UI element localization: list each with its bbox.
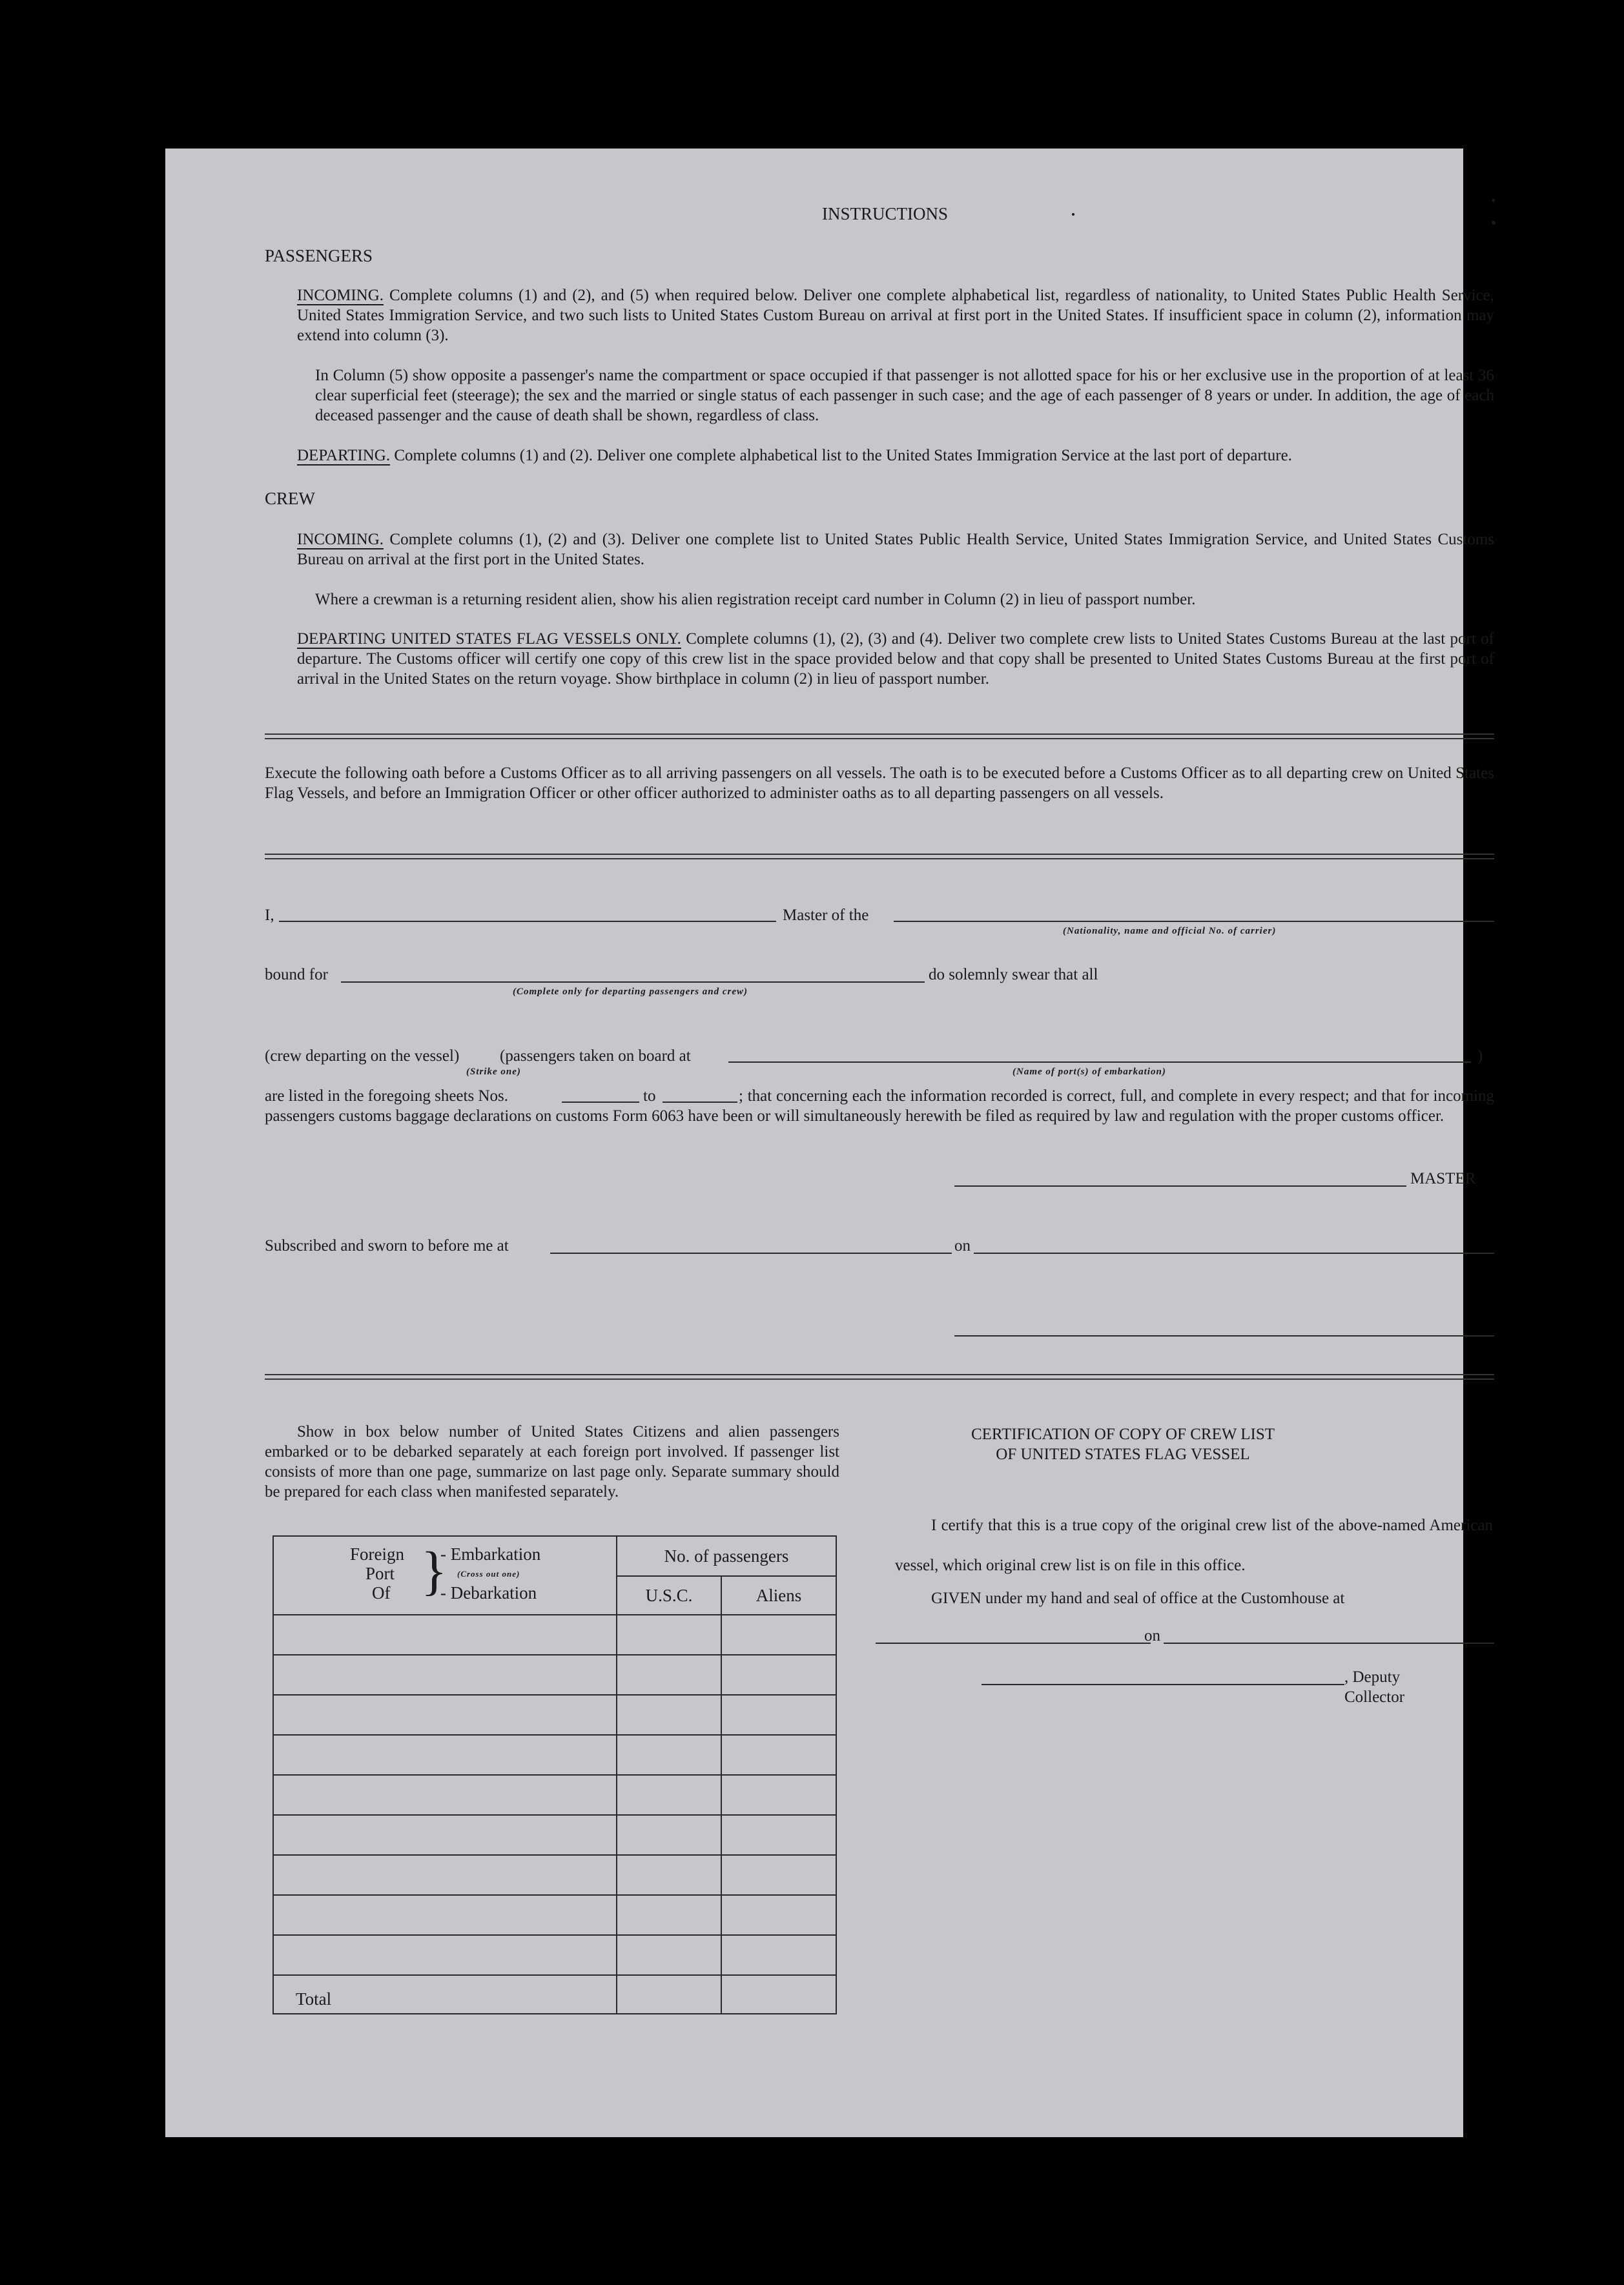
to-label: to: [643, 1087, 656, 1105]
crew-resident-paragraph: Where a crewman is a returning resident alien, show his alien registration receipt card number in Column (2) in lieu of passport number.: [315, 591, 1196, 608]
port-cell[interactable]: [273, 1615, 617, 1655]
port-cell[interactable]: [273, 1695, 617, 1735]
summary-intro: Show in box below number of United States Citizens and alien passengers embarked or to be debarked separately at each foreign port involved. If passenger list consists of more than one page, summarize on last page only. Separate summary should be prepared for each class when manifested separately.: [265, 1423, 839, 1501]
brace-icon: }: [421, 1541, 447, 1601]
port-label: Port: [365, 1564, 395, 1583]
port-cell[interactable]: [273, 1655, 617, 1695]
certification-title-line2: OF UNITED STATES FLAG VESSEL: [996, 1446, 1250, 1463]
oath-intro: Execute the following oath before a Customs Officer as to all arriving passengers on all vessels. The oath is to be executed before a Customs Officer as to all departing crew on United States Flag Vessels, and before an Immigration Officer or other officer authorized to administer oaths as to all departing passengers on all vessels.: [265, 764, 1494, 802]
bound-for-field[interactable]: [341, 981, 925, 983]
usc-cell[interactable]: [617, 1895, 721, 1935]
aliens-cell[interactable]: [721, 1655, 836, 1695]
usc-cell[interactable]: [617, 1655, 721, 1695]
port-cell[interactable]: [273, 1935, 617, 1975]
table-row: [273, 1695, 836, 1735]
port-caption: (Name of port(s) of embarkation): [1012, 1067, 1166, 1077]
usc-cell[interactable]: [617, 1935, 721, 1975]
subscribed-label: Subscribed and sworn to before me at: [265, 1237, 509, 1255]
crew-departing-text: Complete columns (1), (2), (3) and (4). Deliver two complete crew lists to United States Customs Bureau at the last port of departure. The Customs officer will certify one copy of this crew list in the space provided below and that copy shall be presented to United States Customs Bureau at the first port of arrival in the United States on the return voyage. Show birthplace in column (2) in lieu of passport number.: [297, 630, 1494, 688]
port-cell[interactable]: [273, 1815, 617, 1855]
crew-departing: [297, 629, 1494, 689]
aliens-total-cell[interactable]: [721, 1975, 836, 2014]
incoming-text: Complete columns (1) and (2), and (5) when required below. Deliver one complete alphabetical list, regardless of nationality, to United States Public Health Service, United States Immigration Service, and two such lists to United States Custom Bureau on arrival at first port in the United States. If insufficient space in column (2), information may extend into column (3).: [297, 287, 1495, 344]
double-rule: [265, 733, 1494, 739]
bound-for-label: bound for: [265, 966, 328, 983]
table-row: [273, 1615, 836, 1655]
passenger-summary-table: [272, 1535, 837, 2014]
table-row: [273, 1775, 836, 1815]
master-label: MASTER: [1410, 1170, 1476, 1187]
crew-incoming: [297, 529, 1494, 569]
listed-prefix: are listed in the foregoing sheets Nos.: [265, 1087, 508, 1105]
nationality-caption: (Nationality, name and official No. of carrier): [1063, 926, 1277, 936]
aliens-cell[interactable]: [721, 1775, 836, 1815]
close-paren: ): [1477, 1047, 1483, 1065]
usc-cell[interactable]: [617, 1615, 721, 1655]
double-rule: [265, 854, 1494, 859]
complete-only-caption: (Complete only for departing passengers and crew): [513, 987, 748, 997]
aliens-cell[interactable]: [721, 1615, 836, 1655]
embarkation-label: - Embarkation: [440, 1544, 541, 1564]
given-text: GIVEN under my hand and seal of office at the Customhouse at: [931, 1590, 1345, 1607]
usc-cell[interactable]: [617, 1775, 721, 1815]
usc-cell[interactable]: [617, 1855, 721, 1895]
certify-paragraph: I certify that this is a true copy of the original crew list of the above-named American vessel, which original crew list is on file in this office.: [895, 1517, 1493, 1574]
instructions-title: INSTRUCTIONS: [822, 204, 949, 223]
total-label: Total: [273, 1975, 617, 2014]
form-page: [165, 149, 1495, 2137]
table-row: [273, 1735, 836, 1775]
officer-signature-field[interactable]: [954, 1335, 1494, 1337]
swear-text: do solemnly swear that all: [929, 966, 1098, 983]
listed-rest: ; that concerning each the information recorded is correct, full, and complete in every respect; and that for incoming passengers customs baggage declarations on customs Form 6063 have been or will simultaneously herewith be filed as required by law and regulation with the proper customs officer.: [265, 1087, 1494, 1125]
deputy-collector-label: , Deputy Collector: [1344, 1668, 1405, 1706]
crew-incoming-text: Complete columns (1), (2) and (3). Deliver one complete list to United States Public Health Service, United States Immigration Service, and United States Customs Bureau on arrival at the first port in the United States.: [297, 531, 1495, 568]
incoming-label: INCOMING.: [297, 287, 384, 304]
passengers-heading: PASSENGERS: [265, 246, 373, 265]
speck: [1492, 199, 1495, 202]
aliens-cell[interactable]: [721, 1735, 836, 1775]
embarkation-port-field[interactable]: [728, 1061, 1471, 1063]
port-cell[interactable]: [273, 1775, 617, 1815]
master-of-the-label: Master of the: [783, 907, 869, 924]
crew-departing-label: DEPARTING UNITED STATES FLAG VESSELS ONLY.: [297, 630, 681, 648]
port-cell[interactable]: [273, 1735, 617, 1775]
total-row: [273, 1975, 836, 2014]
usc-cell[interactable]: [617, 1815, 721, 1855]
table-row: [273, 1655, 836, 1695]
speck: [1492, 221, 1496, 225]
no-of-passengers-header: No. of passengers: [617, 1536, 836, 1576]
sworn-place-field[interactable]: [550, 1253, 952, 1254]
port-cell[interactable]: [273, 1895, 617, 1935]
customhouse-field[interactable]: [876, 1643, 1151, 1644]
foreign-port-header: [273, 1536, 617, 1615]
column5-paragraph: In Column (5) show opposite a passenger's name the compartment or space occupied if that passenger is not allotted space for his or her exclusive use in the proportion of at least 36 clear superficial feet (steerage); the sex and the married or single status of each passenger in such case; and the age of each passenger of 8 years or under. In addition, the age of each deceased passenger and the cause of death shall be shown, regardless of class.: [315, 367, 1494, 424]
debarkation-label: - Debarkation: [440, 1583, 537, 1603]
aliens-cell[interactable]: [721, 1935, 836, 1975]
deputy-signature-field[interactable]: [982, 1684, 1344, 1685]
cert-on-label: on: [1144, 1627, 1160, 1645]
aliens-cell[interactable]: [721, 1895, 836, 1935]
crew-heading: CREW: [265, 489, 315, 508]
oath-i-label: I,: [265, 907, 274, 924]
passengers-taken-option[interactable]: (passengers taken on board at: [500, 1047, 691, 1065]
port-cell[interactable]: [273, 1855, 617, 1895]
crew-incoming-label: INCOMING.: [297, 531, 384, 548]
sworn-on-label: on: [954, 1237, 971, 1255]
double-rule: [265, 1374, 1494, 1380]
speck: [1072, 213, 1074, 216]
aliens-cell[interactable]: [721, 1815, 836, 1855]
table-row: [273, 1935, 836, 1975]
table-row: [273, 1895, 836, 1935]
strike-one-caption: (Strike one): [466, 1067, 521, 1077]
of-label: Of: [372, 1583, 391, 1603]
usc-cell[interactable]: [617, 1695, 721, 1735]
passengers-incoming: [297, 285, 1494, 345]
table-row: [273, 1815, 836, 1855]
cross-out-caption: (Cross out one): [457, 1569, 520, 1579]
sworn-date-field[interactable]: [974, 1253, 1494, 1254]
crew-departing-option[interactable]: (crew departing on the vessel): [265, 1047, 460, 1065]
certification-title-line1: CERTIFICATION OF COPY OF CREW LIST: [971, 1426, 1275, 1443]
aliens-cell[interactable]: [721, 1855, 836, 1895]
aliens-header: Aliens: [721, 1576, 836, 1615]
departing-text: Complete columns (1) and (2). Deliver one complete alphabetical list to the United States Immigration Service at the last port of departure.: [394, 447, 1292, 464]
carrier-field[interactable]: [894, 921, 1494, 922]
usc-header: U.S.C.: [617, 1576, 721, 1615]
usc-cell[interactable]: [617, 1735, 721, 1775]
certification-title: [895, 1424, 1351, 1464]
master-signature-field[interactable]: [954, 1185, 1406, 1187]
passengers-departing: [297, 446, 1494, 466]
aliens-cell[interactable]: [721, 1695, 836, 1735]
table-row: [273, 1855, 836, 1895]
foreign-label: Foreign: [350, 1544, 404, 1564]
usc-total-cell[interactable]: [617, 1975, 721, 2014]
cert-date-field[interactable]: [1164, 1643, 1494, 1644]
master-name-field[interactable]: [279, 921, 776, 922]
departing-label: DEPARTING.: [297, 447, 391, 464]
